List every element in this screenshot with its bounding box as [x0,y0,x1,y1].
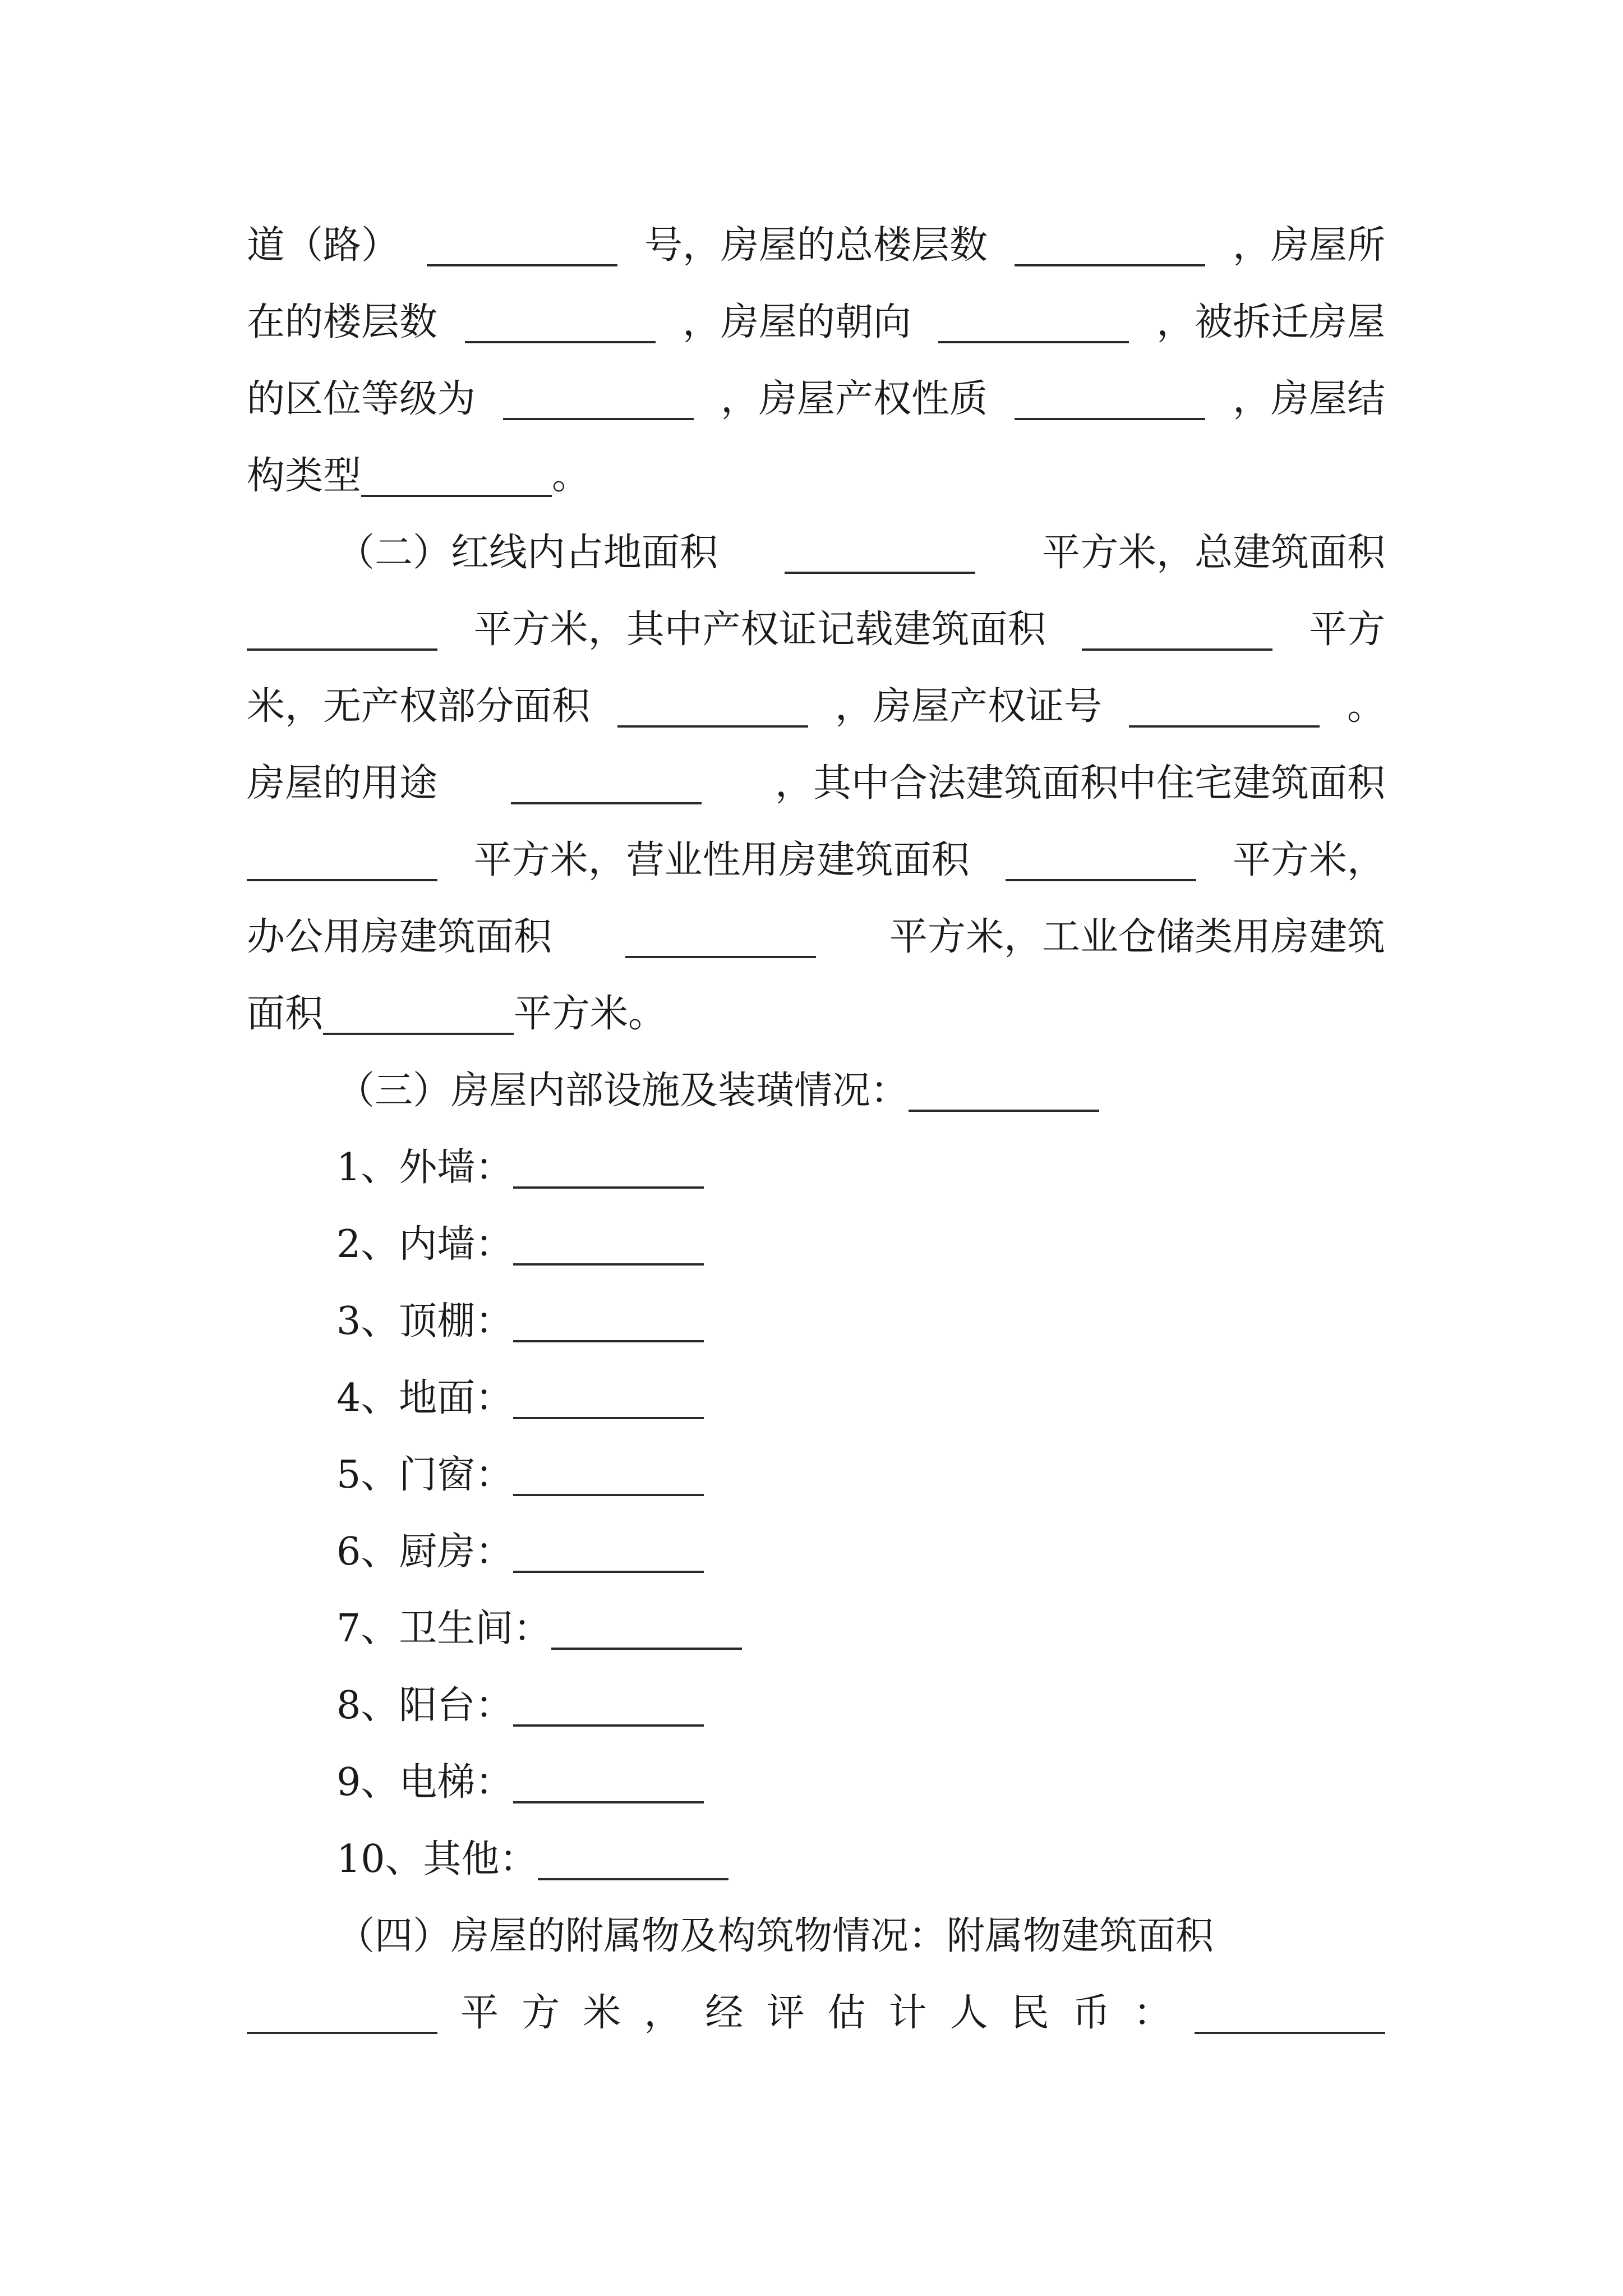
heading-text: （三）房屋内部设施及装璜情况： [336,1069,909,1113]
paragraph-line [247,437,1385,516]
item-label: 5、门窗： [336,1453,514,1497]
list-item [336,1436,1385,1515]
paragraph-line [247,360,1385,439]
text-segment: ，被拆迁房屋 [1156,300,1385,344]
item-label: 4、地面： [336,1376,514,1420]
blank-field[interactable] [361,455,552,497]
blank-field[interactable] [247,1993,437,2034]
section-heading [336,1052,1385,1130]
blank-field[interactable] [247,840,437,881]
text-char: 计 [888,1991,927,2035]
paragraph-line [247,898,1385,977]
paragraph-line [247,975,1385,1053]
blank-field[interactable] [538,1839,728,1880]
paragraph-line [247,591,1385,669]
blank-field[interactable] [427,225,617,266]
text-segment: 平方米，总建筑面积 [1041,531,1385,575]
text-segment: 平方米，其中产权证记载建筑面积 [473,608,1046,652]
item-label: 10、其他： [336,1837,538,1881]
text-segment: 。 [1347,684,1385,729]
item-label: 7、卫生间： [336,1607,552,1651]
text-segment: 构类型 [247,454,362,498]
list-item [336,1205,1385,1284]
blank-field[interactable] [938,302,1129,343]
text-char: 币 [1072,1991,1110,2035]
item-label: 1、外墙： [336,1145,514,1190]
paragraph-line [336,1897,1385,1976]
text-segment: 平方米，工业仓储类用房建筑 [889,915,1385,959]
text-char: ， [644,1991,683,2035]
list-item [336,1359,1385,1438]
list-item [336,1743,1385,1822]
text-segment: 。 [552,454,591,498]
text-segment: （二）红线内占地面积 [336,531,718,575]
text-char: 经 [705,1991,744,2035]
text-char: ： [1133,1991,1172,2035]
paragraph-line [247,283,1385,362]
text-segment: 号，房屋的总楼层数 [644,223,988,268]
item-label: 3、顶棚： [336,1299,514,1343]
blank-field[interactable] [551,1608,742,1650]
item-label: 8、阳台： [336,1683,514,1728]
list-item [336,1282,1385,1361]
item-label: 2、内墙： [336,1222,514,1267]
blank-field[interactable] [909,1070,1099,1112]
paragraph-line [247,821,1385,900]
blank-field[interactable] [513,1301,704,1342]
text-segment: 平方 [1308,608,1385,652]
list-item [336,1820,1385,1899]
text-char: 评 [766,1991,805,2035]
text-segment: ，其中合法建筑面积中住宅建筑面积 [774,761,1385,806]
blank-field[interactable] [625,917,816,958]
list-item [336,1667,1385,1745]
text-char: 民 [1011,1991,1049,2035]
text-segment: 的区位等级为 [247,377,476,421]
blank-field[interactable] [247,609,437,651]
text-segment: ，房屋结 [1232,377,1385,421]
text-segment: （四）房屋的附属物及构筑物情况：附属物建筑面积 [336,1914,1214,1958]
text-segment: ，房屋产权证号 [834,684,1102,729]
paragraph-line [336,514,1385,592]
blank-field[interactable] [513,1685,704,1727]
paragraph-line [247,668,1385,746]
blank-field[interactable] [513,1224,704,1266]
text-segment: ，房屋产权性质 [720,377,988,421]
text-segment: 平方米。 [514,992,667,1036]
text-segment: 面积 [247,992,324,1036]
list-item [336,1513,1385,1591]
paragraph-line [247,744,1385,823]
blank-field[interactable] [513,1762,704,1803]
text-segment: 道（路） [247,223,400,268]
list-item [336,1590,1385,1668]
text-char: 人 [949,1991,988,2035]
text-segment: 办公用房建筑面积 [247,915,552,959]
text-segment: ，房屋所 [1232,223,1385,268]
text-char: 米 [583,1991,621,2035]
blank-field[interactable] [785,532,975,574]
paragraph-line [247,1974,1385,2053]
item-label: 6、厨房： [336,1530,514,1574]
blank-field[interactable] [503,379,694,420]
blank-field[interactable] [1015,225,1205,266]
item-label: 9、电梯： [336,1760,514,1805]
blank-field[interactable] [1006,840,1196,881]
text-segment: 在的楼层数 [247,300,438,344]
text-char: 平 [460,1991,499,2035]
blank-field[interactable] [511,763,702,804]
blank-field[interactable] [513,1455,704,1496]
blank-field[interactable] [1195,1993,1385,2034]
blank-field[interactable] [323,993,514,1035]
text-segment: 房屋的用途 [247,761,438,806]
blank-field[interactable] [1015,379,1205,420]
paragraph-line [247,206,1385,285]
text-char: 方 [522,1991,560,2035]
blank-field[interactable] [513,1147,704,1189]
text-char: 估 [827,1991,866,2035]
blank-field[interactable] [513,1378,704,1419]
blank-field[interactable] [1129,686,1320,728]
text-segment: 平方米，营业性用房建筑面积 [473,838,970,882]
blank-field[interactable] [513,1531,704,1573]
list-item [336,1129,1385,1207]
blank-field[interactable] [1082,609,1272,651]
blank-field[interactable] [465,302,656,343]
text-segment: 平方米， [1232,838,1385,882]
text-segment: ，房屋的朝向 [682,300,911,344]
blank-field[interactable] [617,686,808,728]
text-segment: 米，无产权部分面积 [247,684,591,729]
